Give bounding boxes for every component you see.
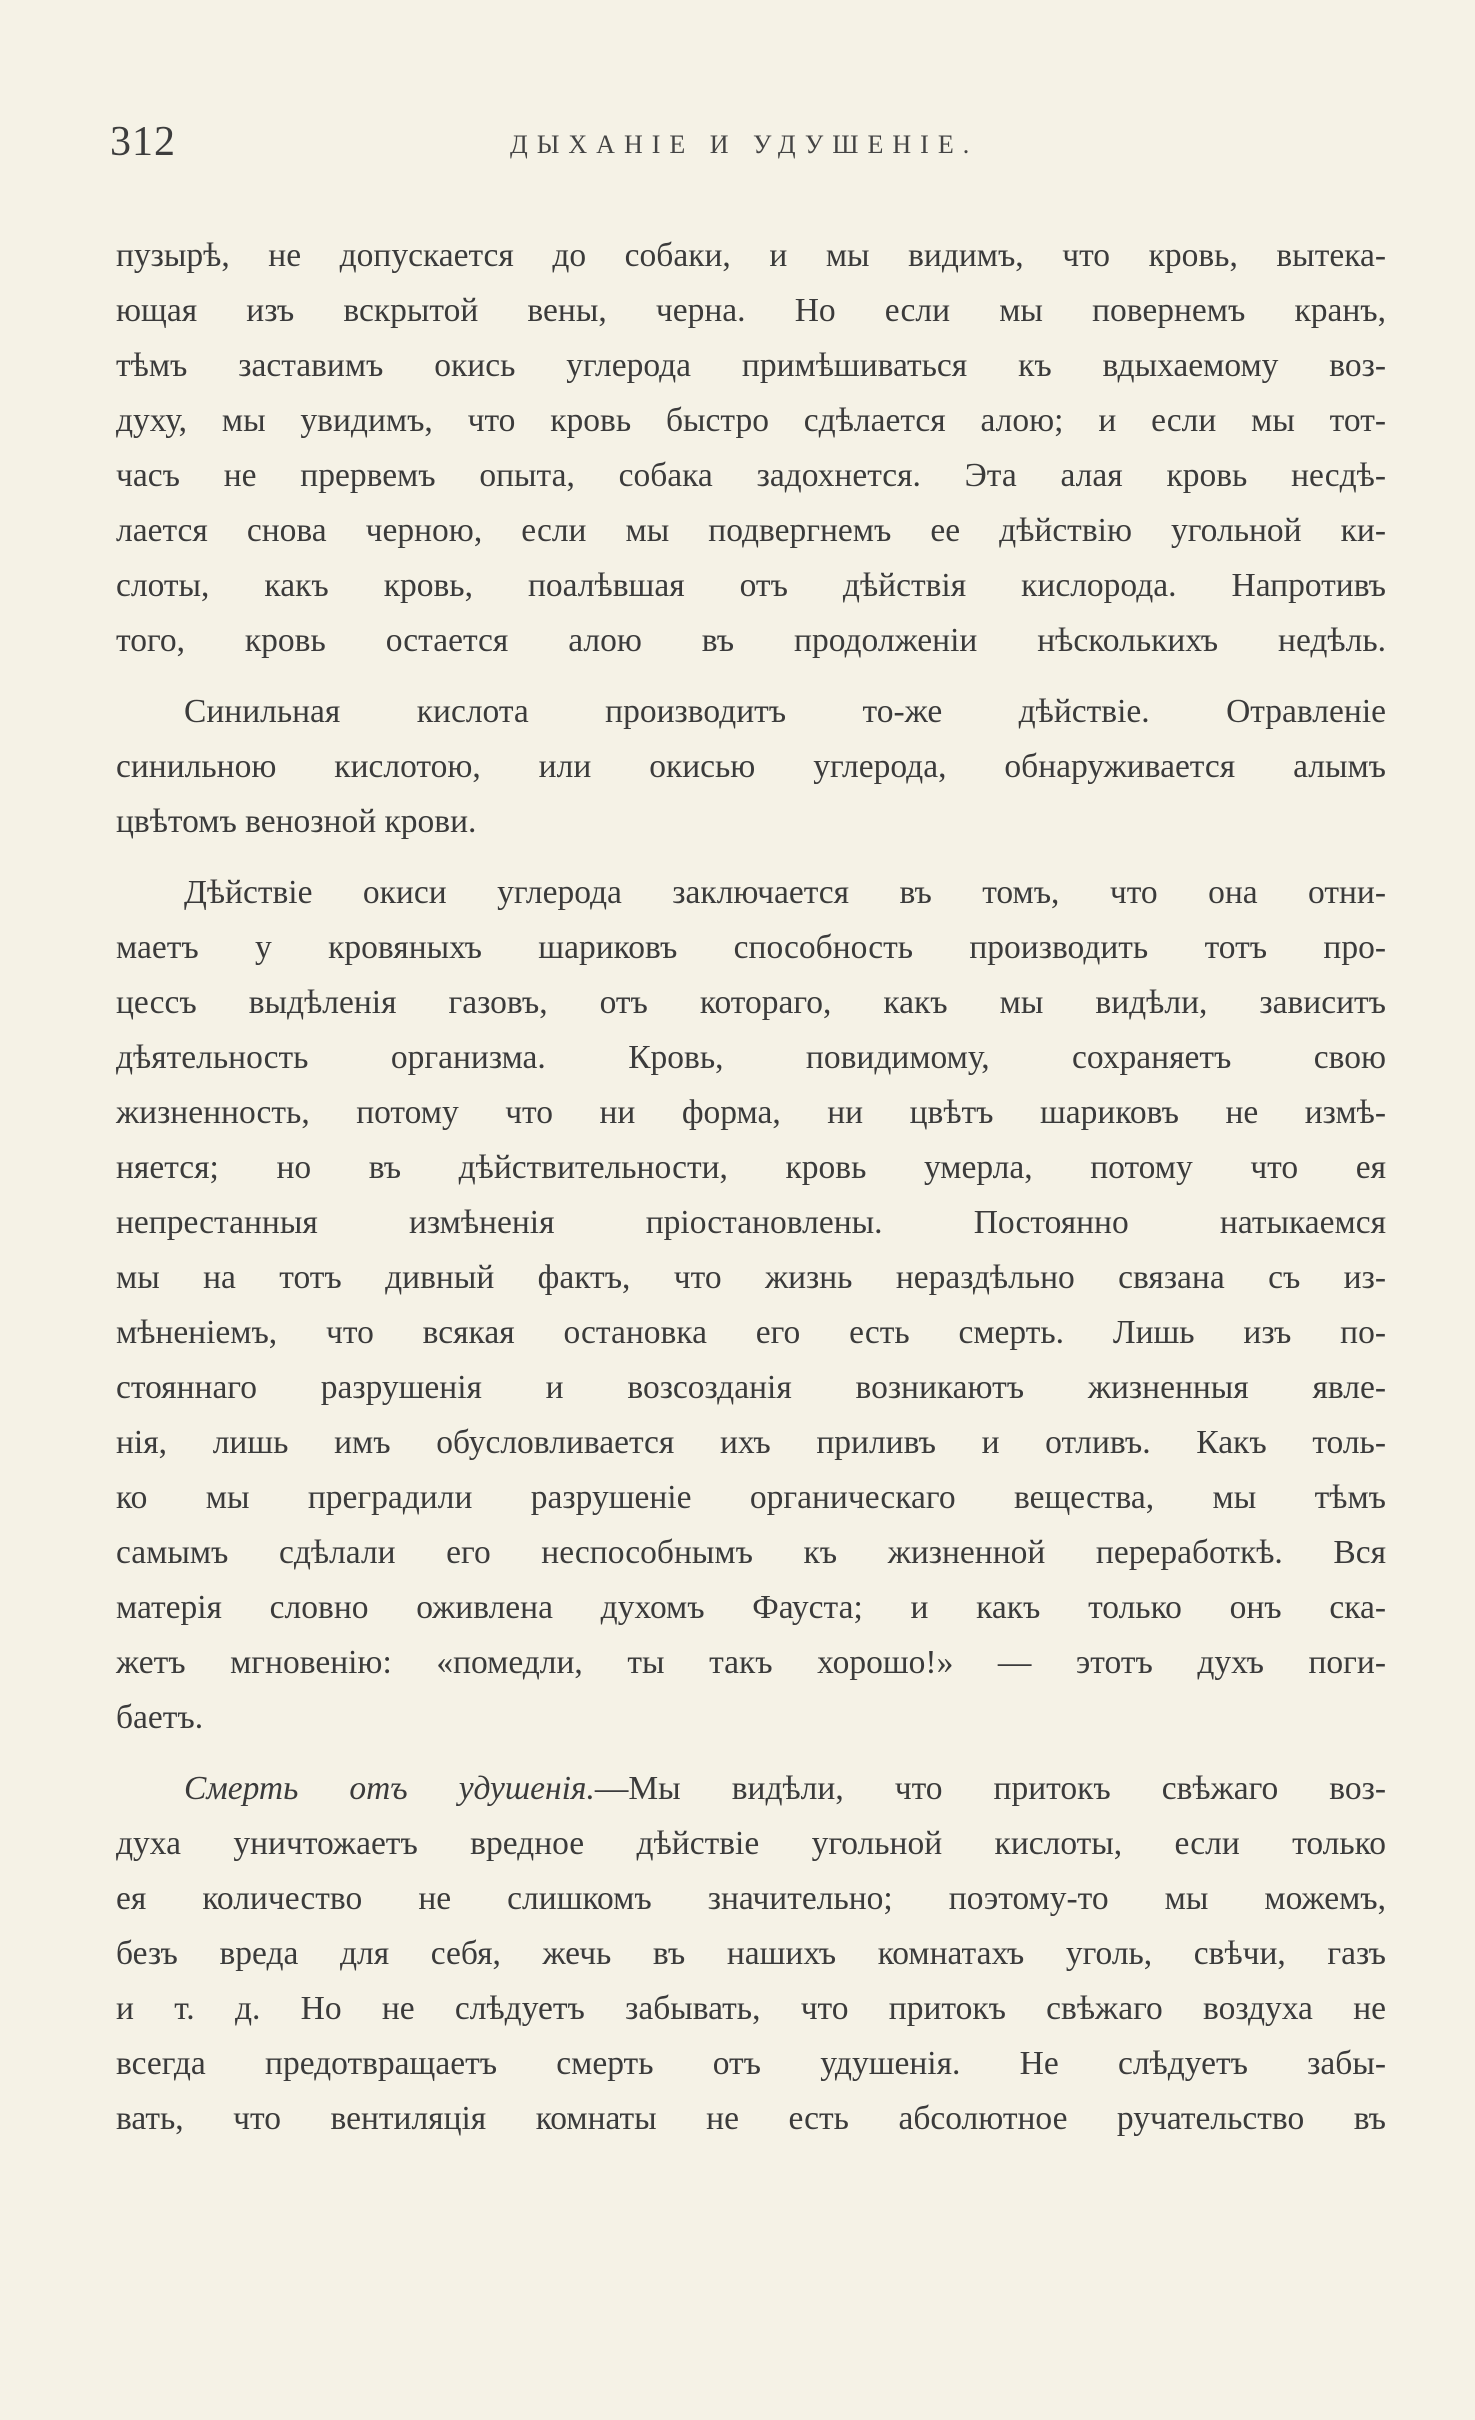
text-line: лается снова черною, если мы подвергнемъ ее дѣйствію угольной ки-	[116, 512, 1386, 549]
text-line: жизненность, потому что ни форма, ни цвѣтъ шариковъ не измѣ-	[116, 1094, 1386, 1131]
text-line: того, кровь остается алою въ продолженіи нѣсколькихъ недѣль.	[116, 622, 1386, 659]
text-line: безъ вреда для себя, жечь въ нашихъ комнатахъ уголь, свѣчи, газъ	[116, 1935, 1386, 1972]
text-line: синильною кислотою, или окисью углерода, обнаруживается алымъ	[116, 748, 1386, 785]
text-line: матерія словно оживлена духомъ Фауста; и какъ только онъ ска-	[116, 1589, 1386, 1626]
body-text	[116, 228, 1386, 2146]
text-line: мы на тотъ дивный фактъ, что жизнь нераздѣльно связана съ из-	[116, 1259, 1386, 1296]
text-line: слоты, какъ кровь, поалѣвшая отъ дѣйствія кислорода. Напротивъ	[116, 567, 1386, 604]
text-line: вать, что вентиляція комнаты не есть абсолютное ручательство въ	[116, 2100, 1386, 2137]
section-lead-rest: —Мы видѣли, что притокъ свѣжаго воз-	[594, 1770, 1386, 1807]
text-line: непрестанныя измѣненія пріостановлены. Постоянно натыкаемся	[116, 1204, 1386, 1241]
section-lead-italic: Смерть отъ удушенія.	[184, 1770, 595, 1807]
text-line: дѣятельность организма. Кровь, повидимому, сохраняетъ свою	[116, 1039, 1386, 1076]
text-line: нія, лишь имъ обусловливается ихъ приливъ и отливъ. Какъ толь-	[116, 1424, 1386, 1461]
text-line: духу, мы увидимъ, что кровь быстро сдѣлается алою; и если мы тот-	[116, 402, 1386, 439]
paragraph	[116, 228, 1386, 668]
text-line: всегда предотвращаетъ смерть отъ удушенія. Не слѣдуетъ забы-	[116, 2045, 1386, 2082]
text-line: ко мы преградили разрушеніе органическаго вещества, мы тѣмъ	[116, 1479, 1386, 1516]
text-line: цвѣтомъ венозной крови.	[116, 803, 477, 840]
text-line: няется; но въ дѣйствительности, кровь умерла, потому что ея	[116, 1149, 1386, 1186]
text-line: часъ не прервемъ опыта, собака задохнется. Эта алая кровь несдѣ-	[116, 457, 1386, 494]
text-line	[116, 1761, 1386, 1816]
paragraph	[116, 684, 1386, 849]
paragraph	[116, 865, 1386, 1745]
text-line: ея количество не слишкомъ значительно; поэтому-то мы можемъ,	[116, 1880, 1386, 1917]
running-head: ДЫХАНІЕ И УДУШЕНІЕ.	[510, 130, 979, 159]
text-line: Дѣйствіе окиси углерода заключается въ томъ, что она отни-	[184, 874, 1386, 911]
paragraph	[116, 1761, 1386, 2146]
text-line: духа уничтожаетъ вредное дѣйствіе угольной кислоты, если только	[116, 1825, 1386, 1862]
text-line: жетъ мгновенію: «помедли, ты такъ хорошо!» — этотъ духъ поги-	[116, 1644, 1386, 1681]
text-line: самымъ сдѣлали его неспособнымъ къ жизненной переработкѣ. Вся	[116, 1534, 1386, 1571]
text-line: ющая изъ вскрытой вены, черна. Но если мы повернемъ кранъ,	[116, 292, 1386, 329]
page-header	[110, 118, 1390, 178]
text-line: и т. д. Но не слѣдуетъ забывать, что притокъ свѣжаго воздуха не	[116, 1990, 1386, 2027]
text-line: пузырѣ, не допускается до собаки, и мы видимъ, что кровь, вытека-	[116, 237, 1386, 274]
text-line: стояннаго разрушенія и возсозданія возникаютъ жизненныя явле-	[116, 1369, 1386, 1406]
text-line: Синильная кислота производитъ то-же дѣйствіе. Отравленіе	[184, 693, 1386, 730]
text-line: маетъ у кровяныхъ шариковъ способность производить тотъ про-	[116, 929, 1386, 966]
text-line: баетъ.	[116, 1699, 204, 1736]
text-line: мѣненіемъ, что всякая остановка его есть смерть. Лишь изъ по-	[116, 1314, 1386, 1351]
text-line: тѣмъ заставимъ окись углерода примѣшиваться къ вдыхаемому воз-	[116, 347, 1386, 384]
page-number: 312	[110, 119, 176, 165]
text-line: цессъ выдѣленія газовъ, отъ котораго, какъ мы видѣли, зависитъ	[116, 984, 1386, 1021]
